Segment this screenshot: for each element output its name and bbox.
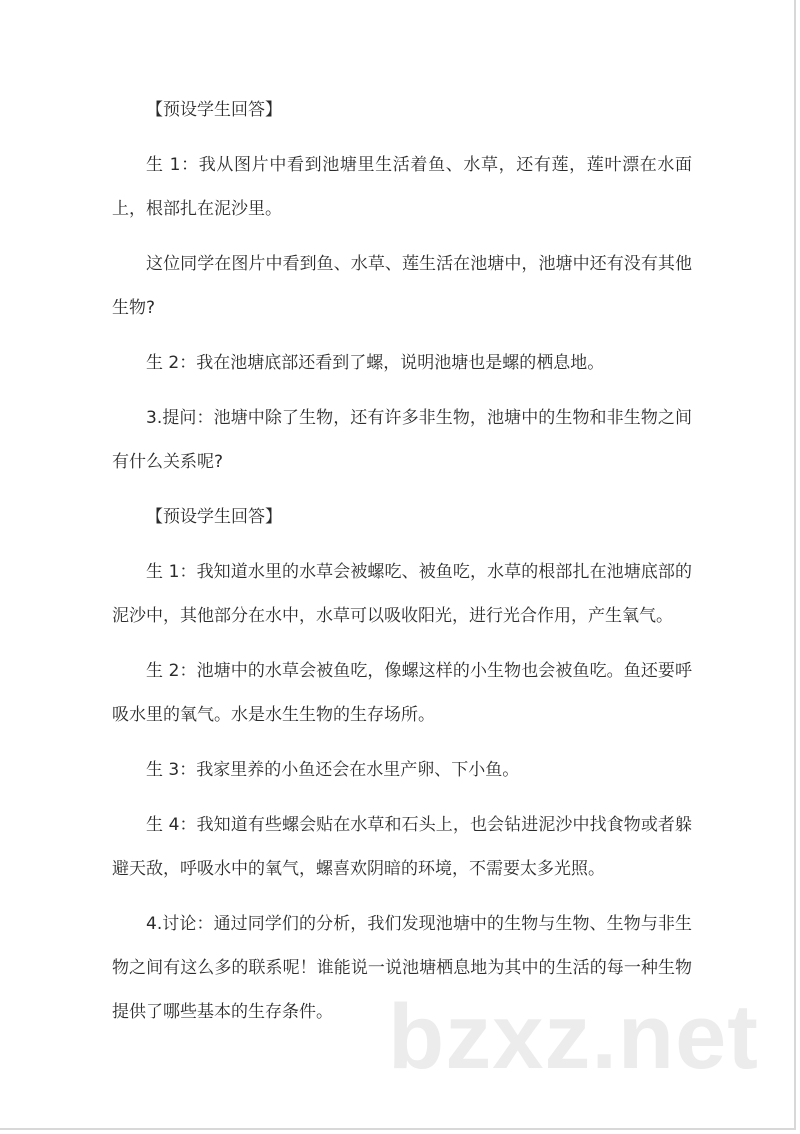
paragraph: 生 1：我从图片中看到池塘里生活着鱼、水草，还有莲，莲叶漂在水面上，根部扎在泥沙里。	[112, 155, 692, 219]
paragraph: 生 1：我知道水里的水草会被螺吃、被鱼吃，水草的根部扎在池塘底部的泥沙中，其他部分在水中，水草可以吸收阳光，进行光合作用，产生氧气。	[112, 562, 692, 626]
paragraph: 这位同学在图片中看到鱼、水草、莲生活在池塘中，池塘中还有没有其他生物?	[112, 254, 692, 318]
paragraph: 3.提问：池塘中除了生物，还有许多非生物，池塘中的生物和非生物之间有什么关系呢?	[112, 408, 692, 472]
paragraph: 生 3：我家里养的小鱼还会在水里产卵、下小鱼。	[146, 760, 520, 780]
paragraph: 生 4：我知道有些螺会贴在水草和石头上，也会钻进泥沙中找食物或者躲避天敌，呼吸水中的氧气，螺喜欢阴暗的环境，不需要太多光照。	[112, 815, 692, 879]
paragraph: 4.讨论：通过同学们的分析，我们发现池塘中的生物与生物、生物与非生物之间有这么多的联系呢！谁能说一说池塘栖息地为其中的生活的每一种生物提供了哪些基本的生存条件。	[112, 914, 692, 1022]
watermark: bzxz.net	[388, 986, 759, 1088]
paragraph: 生 2：我在池塘底部还看到了螺，说明池塘也是螺的栖息地。	[146, 353, 605, 373]
paragraph: 生 2：池塘中的水草会被鱼吃，像螺这样的小生物也会被鱼吃。鱼还要呼吸水里的氧气。水是水生生物的生存场所。	[112, 661, 692, 725]
heading-preset-answers: 【预设学生回答】	[146, 507, 282, 527]
heading-preset-answers: 【预设学生回答】	[146, 100, 282, 120]
document-body	[112, 88, 692, 1045]
